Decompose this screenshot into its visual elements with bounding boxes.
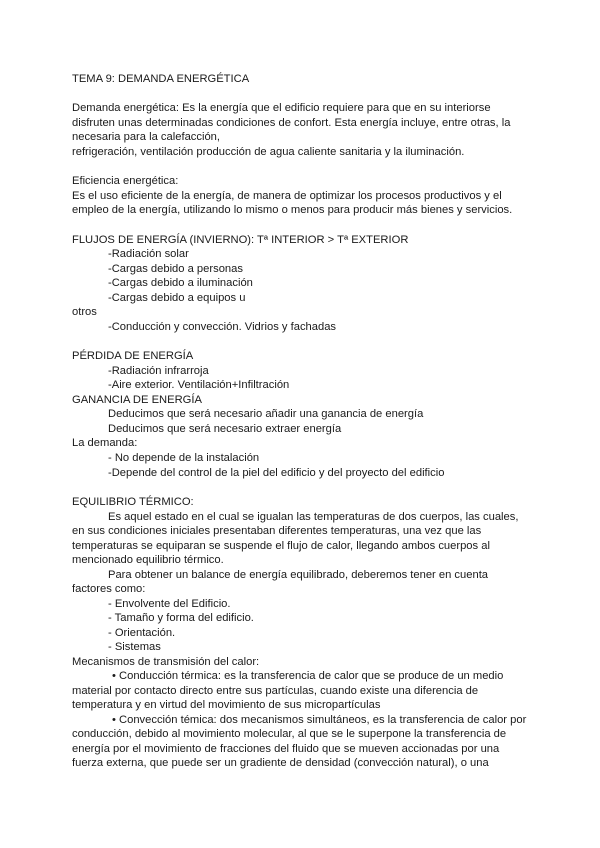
eficiencia-line-1: Es el uso eficiente de la energía, de manera de optimizar los procesos productivos y el [72,190,502,202]
equilibrio-factor: - Sistemas [108,641,161,653]
conveccion-line: fuerza externa, que puede ser un gradiente de densidad (convección natural), o una [72,757,489,769]
conveccion-line: conducción, debido al movimiento molecular, al que se le superpone la transferencia de [72,728,507,740]
flujos-item: -Cargas debido a iluminación [108,277,253,289]
perdida-heading: PÉRDIDA DE ENERGÍA [72,350,194,362]
conduccion-line: temperatura y en virtud del movimiento de sus micropartículas [72,699,381,711]
conduccion-line: material por contacto directo entre sus partículas, cuando existe una diferencia de [72,685,479,697]
eficiencia-heading: Eficiencia energética: [72,175,179,187]
document-title: TEMA 9: DEMANDA ENERGÉTICA [72,73,250,85]
ganancia-item: Deducimos que será necesario extraer energía [108,423,342,435]
mecanismos-heading: Mecanismos de transmisión del calor: [72,656,260,668]
demanda-line-2: disfruten unas determinadas condiciones de confort. Esta energía incluye, entre otras, la [72,117,511,129]
flujos-heading: FLUJOS DE ENERGÍA (INVIERNO): Tª INTERIOR > Tª EXTERIOR [72,234,409,246]
demanda2-heading: La demanda: [72,437,138,449]
demanda2-item: - No depende de la instalación [108,452,260,464]
conveccion-line: • Convección témica: dos mecanismos simultáneos, es la transferencia de calor por [112,714,527,726]
equilibrio-factor: - Orientación. [108,627,176,639]
conveccion-line: energía por el movimiento de fracciones del fluido que se mueven accionadas por una [72,743,500,755]
flujos-otros: otros [72,306,97,318]
equilibrio-p2-line: Para obtener un balance de energía equilibrado, deberemos tener en cuenta [108,569,489,581]
equilibrio-p1-line: en sus condiciones iniciales presentaban diferentes temperaturas, una vez que las [72,525,482,537]
equilibrio-p2-line: factores como: [72,583,146,595]
flujos-item: -Cargas debido a equipos u [108,292,246,304]
demanda-line-4: refrigeración, ventilación producción de agua caliente sanitaria y la iluminación. [72,146,465,158]
equilibrio-factor: - Tamaño y forma del edificio. [108,612,254,624]
equilibrio-p1-line: Es aquel estado en el cual se igualan las temperaturas de dos cuerpos, las cuales, [108,511,519,523]
flujos-extra: -Conducción y convección. Vidrios y fachadas [108,321,337,333]
equilibrio-heading: EQUILIBRIO TÉRMICO: [72,496,194,508]
flujos-item: -Radiación solar [108,248,189,260]
ganancia-heading: GANANCIA DE ENERGÍA [72,394,202,406]
equilibrio-factor: - Envolvente del Edificio. [108,598,231,610]
equilibrio-p1-line: mencionado equilibrio térmico. [72,554,224,566]
demanda-line-3: necesaria para la calefacción, [72,131,221,143]
conduccion-line: • Conducción térmica: es la transferencia de calor que se produce de un medio [112,670,504,682]
equilibrio-p1-line: temperaturas se equiparan se suspende el flujo de calor, llegando ambos cuerpos al [72,540,490,552]
perdida-item: -Radiación infrarroja [108,365,209,377]
eficiencia-line-2: empleo de la energía, utilizando lo mismo o menos para producir más bienes y servicios. [72,204,513,216]
demanda-line-1: Demanda energética: Es la energía que el edificio requiere para que en su interiorse [72,102,491,114]
ganancia-item: Deducimos que será necesario añadir una ganancia de energía [108,408,424,420]
flujos-item: -Cargas debido a personas [108,263,243,275]
perdida-item: -Aire exterior. Ventilación+Infiltración [108,379,290,391]
demanda2-item: -Depende del control de la piel del edificio y del proyecto del edificio [108,467,445,479]
